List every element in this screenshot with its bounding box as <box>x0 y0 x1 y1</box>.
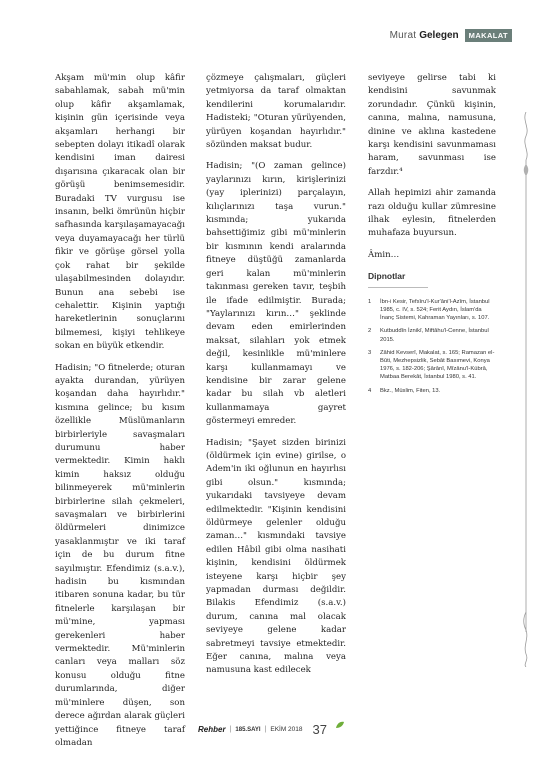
footnote-item <box>368 298 496 323</box>
section-badge: MAKALAT <box>465 29 512 42</box>
leaf-icon <box>335 721 345 729</box>
issue-date: EKİM 2018 <box>270 726 303 733</box>
footnotes-heading: Dipnotlar <box>368 270 428 287</box>
footer-separator: | <box>229 726 232 733</box>
author-first-name: Murat <box>389 29 417 41</box>
magazine-logo: Rehber <box>198 725 226 734</box>
paragraph: Hadisin; "O fitnelerde; oturan ayakta durandan, yürüyen koşandan daha hayırlıdır." kısmına gelince; bu kısım özellikle Müslümanların birbirleriyle savaşmaları durumunu haber vermektedir. Kimin haklı kimin haksız olduğu bilinmeyerek mü'minlerin birbirlerine silah çekmeleri, savaşmaları ve birbirlerini öldürmeleri dinimizce yasaklanmıştır ve iki taraf için de bu durum fitne sayılmıştır. Efendimiz (s.a.v.), hadisin bu kısmından itibaren sonuna kadar, bu tür fitnelerle karşılaşan bir mü'mine, yapması gerekenleri haber vermektedir. Mü'minlerin canları veya malları söz konusu olduğu fitne durumlarında, diğer mü'minlere düşen, son derece ağırdan alarak güçleri yettiğince fitneye taraf olmadan <box>55 362 185 748</box>
column-3 <box>368 72 496 400</box>
footnote-number: 3 <box>368 349 372 356</box>
footnote-text: Zâhid Kevserî, Makalat, s. 165; Ramazan el-Bûti, Mezhepsizlik, Sebât Basımevi, Konya 1976, s. 182-206; Şârânî, Mîzânu'l-Kübrâ, Matbaa Berekât, İstanbul 1980, s. 41. <box>380 349 495 381</box>
footnote-number: 4 <box>368 387 372 394</box>
column-1 <box>55 72 185 758</box>
footnote-text: Kutbuddîn İznikî, Miftâhu'l-Cenne, İstanbul 2015. <box>380 328 489 343</box>
footnote-item <box>368 327 496 343</box>
footnote-text: Bkz., Müslim, Fiten, 13. <box>380 387 441 394</box>
page-footer <box>198 722 327 737</box>
footnote-number: 1 <box>368 298 372 305</box>
column-2 <box>206 72 346 686</box>
footnotes-list <box>368 298 496 395</box>
issue-number: 185.SAYI <box>235 726 261 733</box>
page-header <box>390 28 512 42</box>
footnote-text: İbn-i Kesir, Tefsîru'l-Kur'âni'l-Azîm, İstanbul 1985, c. IV, s. 524; Ferit Aydın, İslam'da İnanç Sistemi, Kahraman Yayınları, s. 107. <box>380 298 490 322</box>
footnote-item <box>368 349 496 382</box>
author-last-name: Gelegen <box>419 29 459 41</box>
page-number: 37 <box>312 722 327 737</box>
vertical-ornament <box>520 112 532 667</box>
paragraph: Âmin… <box>368 249 400 260</box>
paragraph: Hadisin; "(O zaman gelince) yaylarınızı kırın, kirişlerinizi (yay iplerinizi) parçalayın, kılıçlarınızı taşa vurun." kısmında; yukarıda bahsettiğimiz gibi mü'minlerin bir kısmının kendi aralarında fitneye düştüğü zamanlarda geri kalan mü'minlerin takınması gereken tavır, teşbih ile ifade edilmiştir. Burada; "Yaylarınızı kırın…" şeklinde devam eden emirlerinden maksat, silahları yok etmek değil, kesinlikle mü'minlere karşı kullanmamayı ve kendisine bir zarar gelene kadar bu silah vb aletleri kullanmamaya gayret göstermeyi emreder. <box>206 161 346 427</box>
paragraph: çözmeye çalışmaları, güçleri yetmiyorsa da taraf olmaktan kendilerini korumalarıdır. Hadisteki; "Oturan yürüyenden, yürüyen koşandan hayırlıdır." sözünden maksat budur. <box>206 73 346 151</box>
footnote-number: 2 <box>368 328 372 335</box>
paragraph: Hadisin; "Şayet sizden birinizi (öldürmek için evine) girilse, o Adem'in iki oğlunun en hayırlısı gibi olsun." kısmında; yukarıdaki tavsiyeye devam edilmektedir. "Kişinin kendisini öldürmeye gelenler olduğu zaman…" kısmındaki tavsiye edilen Hâbil gibi olma nasihati kişinin, kendisini öldürmek isteyene karşı hiçbir şey yapmadan durması değildir. Bilakis Efendimiz (s.a.v.) durum, canına mal olacak seviyeye gelene kadar sabretmeyi tavsiye etmektedir. Eğer canına, malına veya namusuna kast edilecek <box>206 437 346 676</box>
paragraph: Allah hepimizi ahir zamanda razı olduğu kullar zümresine ilhak eylesin, fitnelerden muhafaza buyursun. <box>368 188 496 239</box>
footer-separator: | <box>264 726 267 733</box>
paragraph: Akşam mü'min olup kâfir sabahlamak, sabah mü'min olup kâfir akşamlamak, kişinin gün içerisinde veya akşamları herhangi bir sebepten dolayı itikadî olarak kendisini iman dairesi dışarısına çıkaracak olan bir görüşü benimsemesidir. Buradaki TV vurgusu ise insanın, belki ömrünün hiçbir safhasında karşılaşamayacağı veya duyamayacağı her türlü fikir ve görüşe görsel yolla çok rahat bir şekilde ulaşabilmesinden dolayıdır. Bunun ana sebebi ise cehalettir. Kişinin yaptığı hareketlerinin sonuçlarını bilmemesi, kişiyi tehlikeye sokan en büyük etkendir. <box>55 73 185 352</box>
paragraph: seviyeye gelirse tabi ki kendisini savunmak zorundadır. Çünkü kişinin, canına, malına, namusuna, dinine ve aklına kastedene karşı kendisini savunmaması haram, savunması ise farzdır.⁴ <box>368 73 496 177</box>
footnote-item <box>368 387 496 395</box>
